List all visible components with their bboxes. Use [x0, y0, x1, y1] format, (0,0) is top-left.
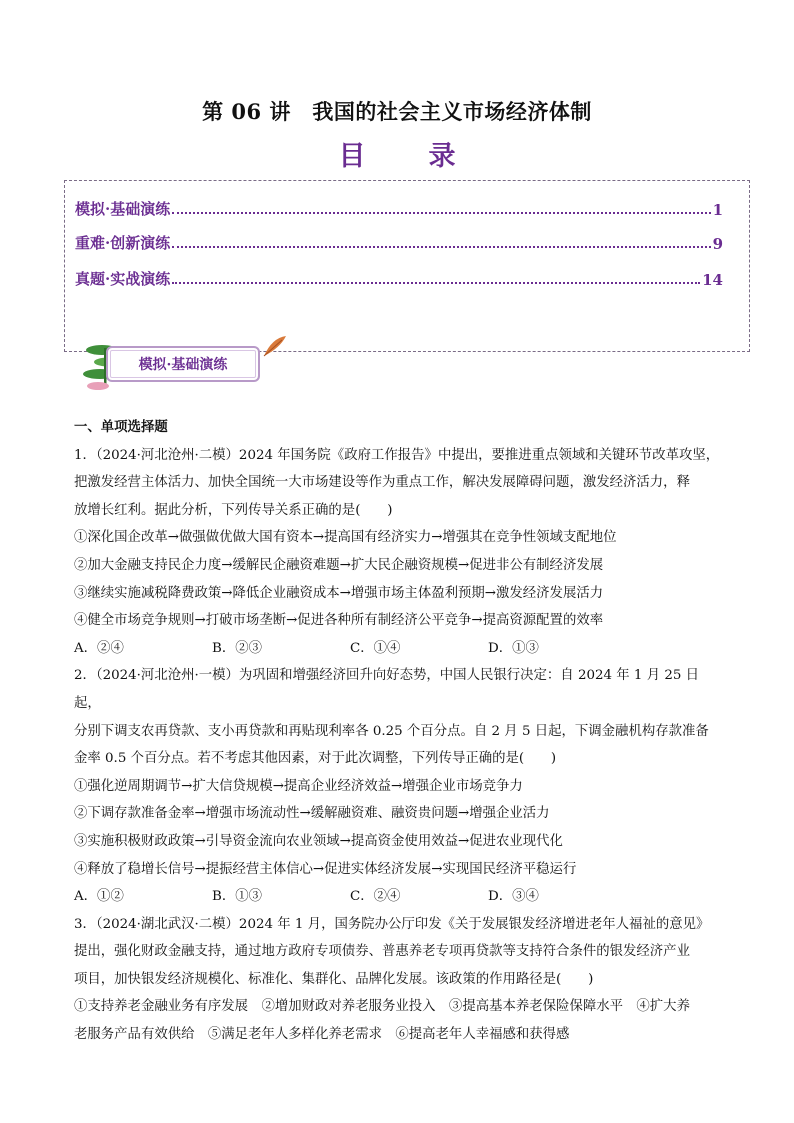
- question-3: [74, 911, 724, 1049]
- toc-item-1[interactable]: [75, 197, 723, 219]
- question-line: 把激发经营主体活力、加快全国统一大市场建设等作为重点工作，解决发展障碍问题，激发经济活力，释: [74, 475, 690, 491]
- question-line: ①支持养老金融业务有序发展 ②增加财政对养老服务业投入 ③提高基本养老保险保障水平 ④扩大养: [74, 999, 690, 1015]
- toc-heading: 目 录: [338, 141, 474, 172]
- question-line: ①深化国企改革→做强做优做大国有资本→提高国有经济实力→增强其在竞争性领域支配地位: [74, 530, 617, 546]
- question-line: 项目，加快银发经济规模化、标准化、集群化、品牌化发展。该政策的作用路径是( ): [74, 971, 594, 987]
- toc-item-label: 真题·实战演练: [75, 270, 171, 288]
- question-line: ②加大金融支持民企力度→缓解民企融资难题→扩大民企融资规模→促进非公有制经济发展: [74, 557, 604, 573]
- toc-item-page: 1: [712, 201, 723, 219]
- option-a[interactable]: A．②④: [74, 640, 124, 656]
- section-tag-box: [106, 346, 260, 382]
- section-tag-label: 模拟·基础演练: [138, 357, 228, 373]
- question-line: 1．（2024·河北沧州·二模）2024 年国务院《政府工作报告》中提出，要推进重点领域和关键环节改革攻坚，: [74, 447, 720, 463]
- toc-box: [64, 180, 750, 352]
- question-line: 老服务产品有效供给 ⑤满足老年人多样化养老需求 ⑥提高老年人幸福感和获得感: [74, 1027, 570, 1043]
- toc-item-label: 模拟·基础演练: [75, 200, 171, 218]
- main-content: [74, 414, 724, 1049]
- option-d[interactable]: D．①③: [488, 640, 539, 656]
- toc-item-2[interactable]: [75, 231, 723, 253]
- question-line: ③继续实施减税降费政策→降低企业融资成本→增强市场主体盈利预期→激发经济发展活力: [74, 585, 604, 601]
- page-title: 第 06 讲 我国的社会主义市场经济体制: [202, 99, 592, 124]
- question-line: ④释放了稳增长信号→提振经营主体信心→促进实体经济发展→实现国民经济平稳运行: [74, 861, 577, 877]
- question-line: 放增长红利。据此分析，下列传导关系正确的是( ): [74, 502, 393, 518]
- toc-item-3[interactable]: [75, 267, 723, 289]
- question-line: 提出，强化财政金融支持，通过地方政府专项债券、普惠养老专项再贷款等支持符合条件的银发经济产业: [74, 944, 690, 960]
- toc-item-label: 重难·创新演练: [75, 234, 171, 252]
- question-line: 2．（2024·河北沧州·一模）为巩固和增强经济回升向好态势，中国人民银行决定：自 2024 年 1 月 25 日起，: [74, 668, 700, 711]
- option-c[interactable]: C．①④: [350, 640, 401, 656]
- answer-options: [74, 635, 724, 663]
- section-tag: [80, 332, 290, 388]
- toc-leader-dots: [172, 281, 700, 284]
- toc-item-page: 9: [712, 235, 723, 253]
- section-heading: 一、单项选择题: [74, 419, 168, 435]
- answer-options: [74, 883, 724, 911]
- option-c[interactable]: C．②④: [350, 889, 401, 905]
- question-1: [74, 442, 724, 663]
- option-b[interactable]: B．①③: [212, 889, 263, 905]
- question-line: ②下调存款准备金率→增强市场流动性→缓解融资难、融资贵问题→增强企业活力: [74, 806, 550, 822]
- toc-item-page: 14: [702, 271, 723, 289]
- question-line: ④健全市场竞争规则→打破市场垄断→促进各种所有制经济公平竞争→提高资源配置的效率: [74, 613, 604, 629]
- option-b[interactable]: B．②③: [212, 640, 263, 656]
- option-d[interactable]: D．③④: [488, 889, 539, 905]
- question-2: [74, 662, 724, 910]
- option-a[interactable]: A．①②: [74, 889, 124, 905]
- leaf-decoration-icon: [260, 332, 290, 362]
- question-line: ①强化逆周期调节→扩大信贷规模→提高企业经济效益→增强企业市场竞争力: [74, 778, 523, 794]
- toc-leader-dots: [172, 211, 710, 214]
- question-line: 分别下调支农再贷款、支小再贷款和再贴现利率各 0.25 个百分点。自 2 月 5 日起，下调金融机构存款准备: [74, 723, 709, 739]
- toc-leader-dots: [172, 245, 710, 248]
- question-line: 3．（2024·湖北武汉·二模）2024 年 1 月，国务院办公厅印发《关于发展银发经济增进老年人福祉的意见》: [74, 916, 710, 932]
- question-line: 金率 0.5 个百分点。若不考虑其他因素，对于此次调整，下列传导正确的是( ): [74, 751, 557, 767]
- question-line: ③实施积极财政政策→引导资金流向农业领域→提高资金使用效益→促进农业现代化: [74, 833, 563, 849]
